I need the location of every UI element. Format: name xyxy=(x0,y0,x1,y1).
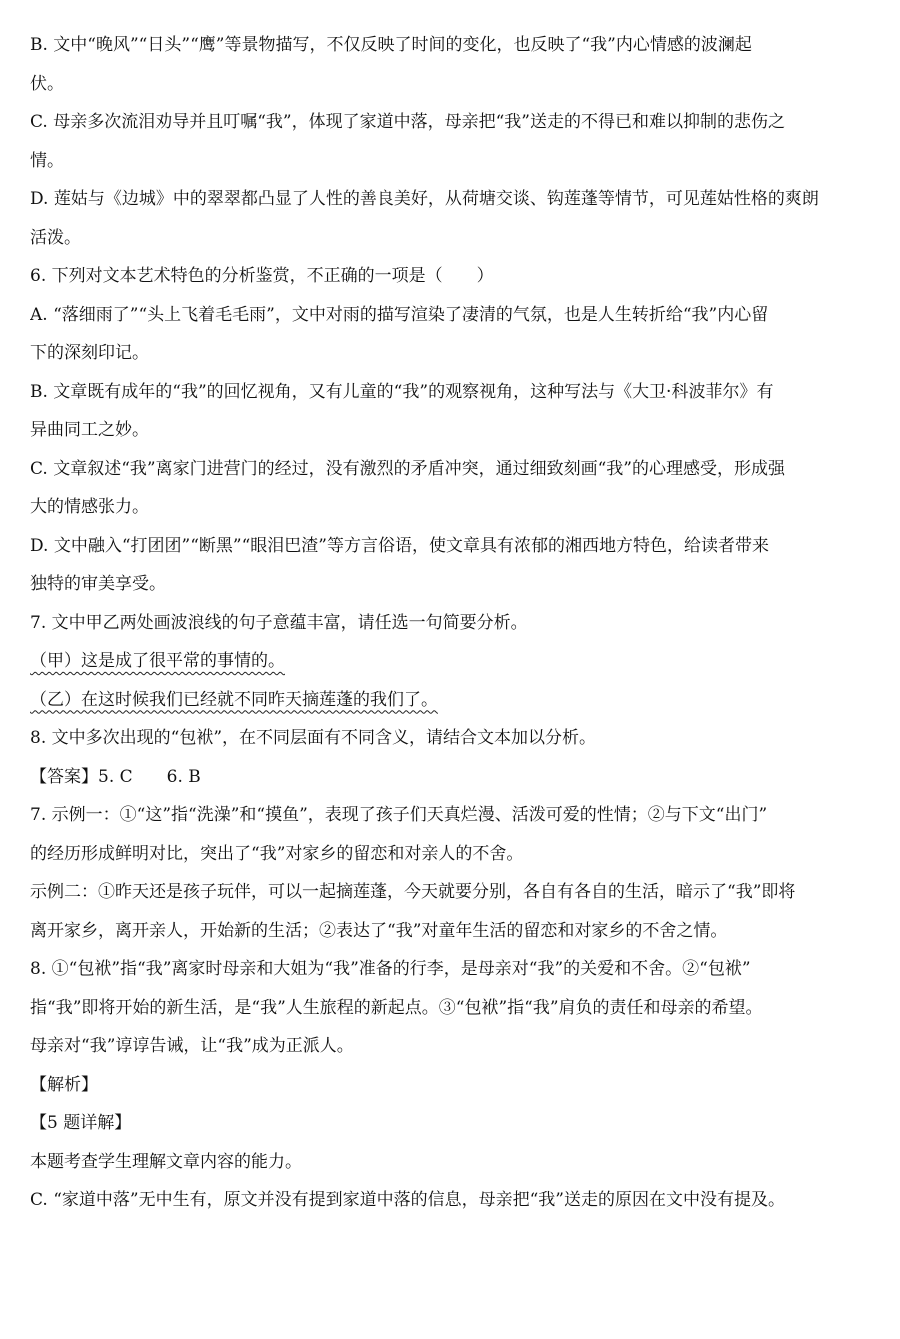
q6-option-b-line2: 异曲同工之妙。 xyxy=(30,420,149,440)
q6-option-d-line1: D. 文中融入“打团团”“断黑”“眼泪巴渣”等方言俗语，使文章具有浓郁的湘西地方特色，给读者带来 xyxy=(30,535,769,556)
answer-q8-line1: 8. ①“包袱”指“我”离家时母亲和大姐为“我”准备的行李，是母亲对“我”的关爱和不舍。②“包袱” xyxy=(30,959,751,979)
q5-option-c-line2: 情。 xyxy=(30,150,64,171)
q5-option-b-line2: 伏。 xyxy=(30,73,64,94)
q6-option-a-line1: A. “落细雨了”“头上飞着毛毛雨”，文中对雨的描写渲染了凄清的气氛，也是人生转折给“我”内心留 xyxy=(30,304,769,325)
analysis-q5-header: 【5 题详解】 xyxy=(30,1113,132,1133)
q8-stem: 8. 文中多次出现的“包袱”，在不同层面有不同含义，请结合文本加以分析。 xyxy=(30,728,597,748)
document-page xyxy=(30,26,876,1220)
answer-q7-example2-line2: 离开家乡，离开亲人，开始新的生活；②表达了“我”对童年生活的留恋和对家乡的不舍之情。 xyxy=(30,920,728,941)
answer-q6: 6. B xyxy=(166,766,201,787)
q5-option-b-line1: B. 文中“晚风”“日头”“鹰”等景物描写，不仅反映了时间的变化，也反映了“我”内心情感的波澜起 xyxy=(30,35,752,55)
q5-option-d-line1: D. 莲姑与《边城》中的翠翠都凸显了人性的善良美好，从荷塘交谈、钩莲蓬等情节，可见莲姑性格的爽朗 xyxy=(30,189,819,209)
q6-option-b-line1: B. 文章既有成年的“我”的回忆视角，又有儿童的“我”的观察视角，这种写法与《大卫·科波菲尔》有 xyxy=(30,381,774,402)
q6-option-c-line2: 大的情感张力。 xyxy=(30,497,149,517)
analysis-q5-intro: 本题考查学生理解文章内容的能力。 xyxy=(30,1151,302,1172)
q7-sentence-yi: （乙）在这时候我们已经就不同昨天摘莲蓬的我们了。 xyxy=(30,689,438,710)
answer-row xyxy=(30,758,876,797)
analysis-q5-option-c: C. “家道中落”无中生有，原文并没有提到家道中落的信息，母亲把“我”送走的原因在文中没有提及。 xyxy=(30,1190,785,1210)
q6-option-c-line1: C. 文章叙述“我”离家门进营门的经过，没有激烈的矛盾冲突，通过细致刻画“我”的心理感受，形成强 xyxy=(30,458,785,479)
answer-q8-line3: 母亲对“我”谆谆告诫，让“我”成为正派人。 xyxy=(30,1036,354,1056)
q5-option-c-line1: C. 母亲多次流泪劝导并且叮嘱“我”，体现了家道中落，母亲把“我”送走的不得已和难以抑制的悲伤之 xyxy=(30,112,785,132)
q6-option-d-line2: 独特的审美享受。 xyxy=(30,574,166,594)
q6-option-a-line2: 下的深刻印记。 xyxy=(30,343,149,363)
answer-q8-line2: 指“我”即将开始的新生活，是“我”人生旅程的新起点。③“包袱”指“我”肩负的责任和母亲的希望。 xyxy=(30,997,763,1018)
q7-sentence-jia-row xyxy=(30,642,876,681)
answer-label: 【答案】5. C xyxy=(30,766,133,787)
q7-sentence-jia: （甲）这是成了很平常的事情的。 xyxy=(30,651,285,671)
q7-sentence-yi-row xyxy=(30,681,876,720)
analysis-label: 【解析】 xyxy=(30,1074,98,1095)
q5-option-d-line2: 活泼。 xyxy=(30,227,81,248)
answer-q7-line1: 7. 示例一：①“这”指“洗澡”和“摸鱼”，表现了孩子们天真烂漫、活泼可爱的性情；②与下文“出门” xyxy=(30,805,768,825)
answer-q7-example2-line1: 示例二：①昨天还是孩子玩伴，可以一起摘莲蓬，今天就要分别，各自有各自的生活，暗示了“我”即将 xyxy=(30,882,796,902)
answer-q7-line2: 的经历形成鲜明对比，突出了“我”对家乡的留恋和对亲人的不舍。 xyxy=(30,843,524,864)
q6-stem: 6. 下列对文本艺术特色的分析鉴赏，不正确的一项是（ ） xyxy=(30,266,494,286)
q7-stem: 7. 文中甲乙两处画波浪线的句子意蕴丰富，请任选一句简要分析。 xyxy=(30,612,528,633)
